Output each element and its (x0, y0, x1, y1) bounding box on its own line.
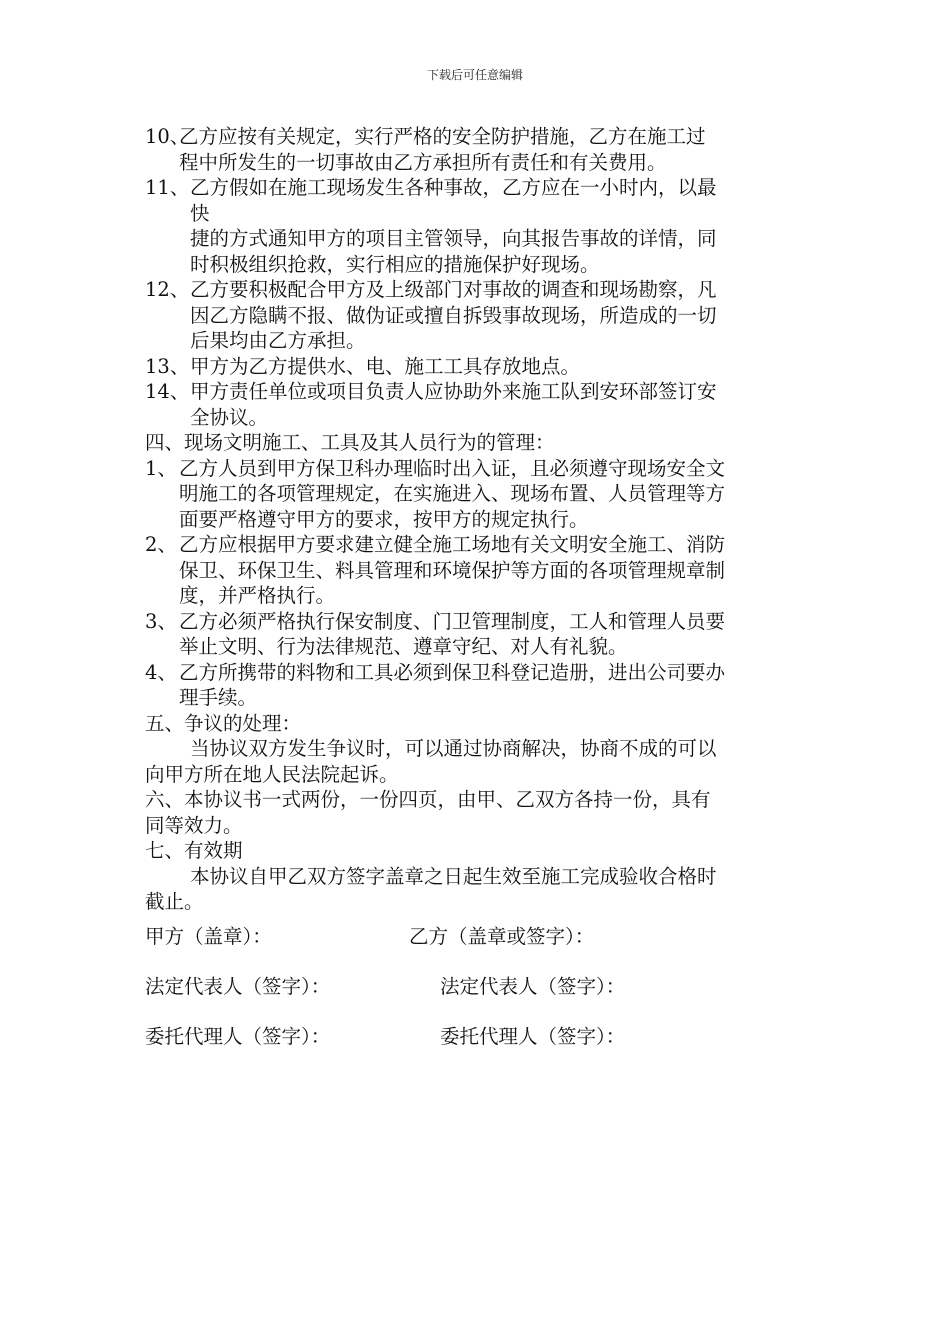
item-text-cont: 举止文明、行为法律规范、遵章守纪、对人有礼貌。 (179, 635, 628, 658)
paragraph-line: 六、本协议书一式两份，一份四页，由甲、乙双方各持一份，具有 (145, 788, 711, 811)
section-6-body (145, 787, 805, 838)
item-text-cont: 快 (190, 201, 210, 225)
item-text: 乙方人员到甲方保卫科办理临时出入证，且必须遵守现场安全文 (179, 456, 726, 480)
item-text: 甲方责任单位或项目负责人应协助外来施工队到安环部签订安 (190, 380, 717, 403)
item-number: 10、 (145, 125, 190, 148)
item-text: 甲方为乙方提供水、电、施工工具存放地点。 (190, 354, 581, 378)
item-text-cont: 程中所发生的一切事故由乙方承担所有责任和有关费用。 (179, 150, 667, 174)
item-number: 14、 (145, 380, 190, 403)
party-b-agent-label: 委托代理人（签字）： (440, 1025, 626, 1048)
item-number: 2、 (145, 533, 177, 556)
item-text: 乙方所携带的料物和工具必须到保卫科登记造册，进出公司要办 (179, 660, 726, 684)
item-text: 乙方假如在施工现场发生各种事故，乙方应在一小时内，以最 (190, 176, 717, 199)
paragraph-line: 向甲方所在地人民法院起诉。 (145, 762, 399, 786)
party-a-rep-label: 法定代表人（签字）： (145, 975, 331, 998)
item-text-cont: 理手续。 (179, 686, 258, 709)
item-text-cont: 时积极组织抢救，实行相应的措施保护好现场。 (190, 252, 600, 276)
party-b-seal-label: 乙方（盖章或签字）： (409, 925, 595, 948)
item-text-cont: 捷的方式通知甲方的项目主管领导，向其报告事故的详情，同 (190, 227, 717, 250)
item-text-cont: 全协议。 (190, 405, 269, 429)
party-a-agent-label: 委托代理人（签字）： (145, 1025, 331, 1048)
item-number: 13、 (145, 354, 190, 378)
page-header: 下载后可任意编辑 (426, 68, 523, 82)
list-item-13 (145, 354, 805, 380)
section-4-title: 四、现场文明施工、工具及其人员行为的管理： (145, 431, 555, 454)
item-number: 4、 (145, 660, 177, 684)
item-text: 乙方应根据甲方要求建立健全施工场地有关文明安全施工、消防 (179, 533, 726, 556)
section-4-item-3 (145, 609, 805, 660)
item-number: 11、 (145, 176, 190, 199)
item-text: 乙方必须严格执行保安制度、门卫管理制度，工人和管理人员要 (179, 609, 726, 633)
party-a-seal-label: 甲方（盖章）： (145, 925, 272, 948)
section-5-title: 五、争议的处理： (145, 711, 302, 735)
item-text-cont: 明施工的各项管理规定，在实施进入、现场布置、人员管理等方 (179, 482, 726, 505)
item-text-cont: 面要严格遵守甲方的要求，按甲方的规定执行。 (179, 507, 589, 531)
section-4-item-2 (145, 532, 805, 609)
section-4-item-4 (145, 660, 805, 711)
party-b-rep-label: 法定代表人（签字）： (440, 975, 626, 998)
item-text-cont: 保卫、环保卫生、料具管理和环境保护等方面的各项管理规章制 (179, 558, 726, 582)
item-number: 3、 (145, 609, 177, 633)
item-text-cont: 后果均由乙方承担。 (190, 329, 366, 352)
paragraph-line: 本协议自甲乙双方签字盖章之日起生效至施工完成验收合格时 (190, 864, 717, 888)
item-text: 乙方要积极配合甲方及上级部门对事故的调查和现场勘察，凡 (190, 278, 717, 301)
section-4-item-1 (145, 456, 805, 533)
list-item-10 (145, 124, 805, 175)
section-7-title: 七、有效期 (145, 839, 243, 862)
section-5-body (145, 736, 805, 787)
list-item-11 (145, 175, 805, 277)
item-number: 1、 (145, 456, 177, 480)
paragraph-line: 当协议双方发生争议时，可以通过协商解决，协商不成的可以 (190, 737, 717, 760)
item-number: 12、 (145, 278, 190, 301)
document-body (145, 124, 805, 915)
section-7-body (145, 864, 805, 915)
paragraph-line: 同等效力。 (145, 813, 243, 837)
item-text: 乙方应按有关规定，实行严格的安全防护措施，乙方在施工过 (179, 125, 706, 148)
paragraph-line: 截止。 (145, 890, 204, 913)
list-item-12 (145, 277, 805, 354)
item-text-cont: 因乙方隐瞒不报、做伪证或擅自拆毁事故现场，所造成的一切 (190, 303, 717, 327)
list-item-14 (145, 379, 805, 430)
item-text-cont: 度，并严格执行。 (179, 584, 336, 607)
